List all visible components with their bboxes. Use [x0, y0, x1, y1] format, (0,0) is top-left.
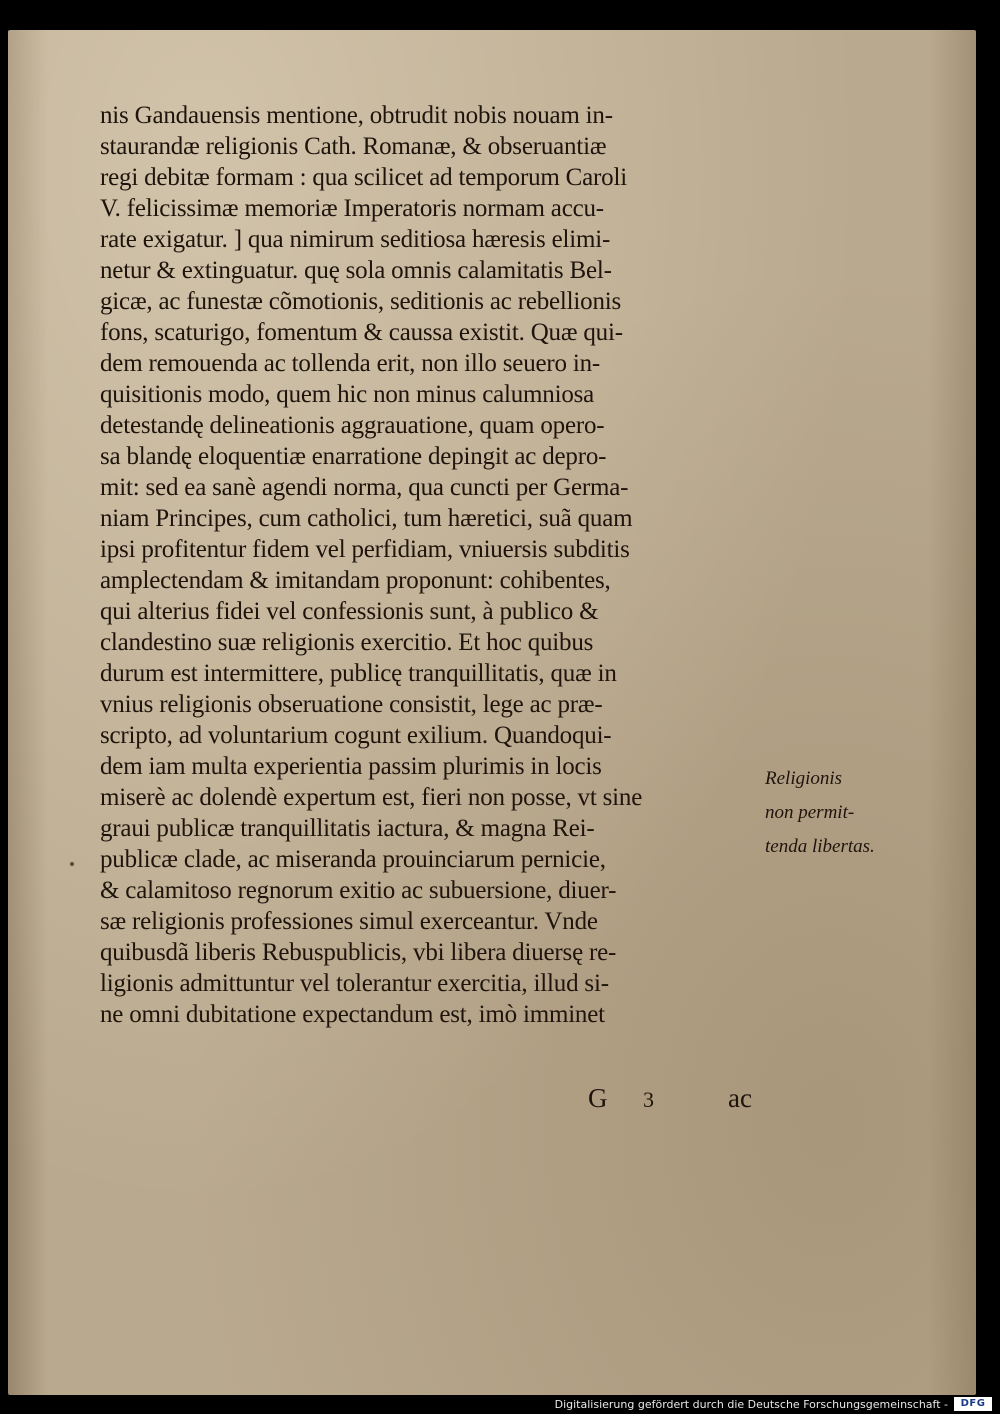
text-line: qui alterius fidei vel confessionis sunt, à publico & — [100, 598, 599, 625]
dfg-logo[interactable]: DFG — [954, 1397, 992, 1411]
text-line: & calamitoso regnorum exitio ac subuersione, diuer- — [100, 877, 617, 904]
text-line: publicæ clade, ac miseranda prouinciarum pernicie, — [100, 846, 606, 873]
text-line: niam Principes, cum catholici, tum hæretici, suã quam — [100, 505, 633, 532]
text-line: dem remouenda ac tollenda erit, non illo seuero in- — [100, 350, 601, 377]
body-text — [100, 100, 770, 1030]
text-line: vnius religionis obseruatione consistit, lege ac præ- — [100, 691, 603, 718]
funding-credit: Digitalisierung gefördert durch die Deutsche Forschungsgemeinschaft - — [554, 1398, 948, 1411]
page-foot — [100, 1083, 770, 1117]
text-line: detestandę delineationis aggrauatione, quam opero- — [100, 412, 605, 439]
margin-note-line: Religionis — [765, 768, 843, 789]
text-line: ligionis admittuntur vel tolerantur exercitia, illud si- — [100, 970, 609, 997]
text-line: netur & extinguatur. quę sola omnis calamitatis Bel- — [100, 257, 612, 284]
text-line: fons, scaturigo, fomentum & caussa existit. Quæ qui- — [100, 319, 623, 346]
margin-note-line: non permit- — [765, 802, 855, 823]
text-line: ipsi profitentur fidem vel perfidiam, vniuersis subditis — [100, 536, 630, 563]
text-line: dem iam multa experientia passim plurimis in locis — [100, 753, 602, 780]
text-line: miserè ac dolendè expertum est, fieri non posse, vt sine — [100, 784, 643, 811]
text-line: rate exigatur. ] qua nimirum seditiosa hæresis elimi- — [100, 226, 611, 253]
text-line: scripto, ad voluntarium cogunt exilium. Quandoqui- — [100, 722, 612, 749]
margin-note — [765, 762, 905, 864]
text-line: ne omni dubitatione expectandum est, imò imminet — [100, 1001, 605, 1028]
text-line: durum est intermittere, publicę tranquillitatis, quæ in — [100, 660, 617, 687]
text-line: nis Gandauensis mentione, obtrudit nobis nouam in- — [100, 102, 613, 129]
text-line: mit: sed ea sanè agendi norma, qua cuncti per Germa- — [100, 474, 629, 501]
text-line: graui publicæ tranquillitatis iactura, & magna Rei- — [100, 815, 595, 842]
text-line: quibusdã liberis Rebuspublicis, vbi libera diuersę re- — [100, 939, 617, 966]
text-line: quisitionis modo, quem hic non minus calumniosa — [100, 381, 595, 408]
text-line: regi debitæ formam : qua scilicet ad temporum Caroli — [100, 164, 627, 191]
text-line: clandestino suæ religionis exercitio. Et hoc quibus — [100, 629, 594, 656]
signature-mark: G — [588, 1083, 608, 1113]
signature-number: 3 — [643, 1087, 654, 1112]
text-line: amplectendam & imitandam proponunt: cohibentes, — [100, 567, 611, 594]
text-line: gicæ, ac funestæ cõmotionis, seditionis ac rebellionis — [100, 288, 622, 315]
catchword: ac — [728, 1083, 752, 1113]
ink-speck — [70, 862, 74, 866]
text-line: sa blandę eloquentiæ enarratione depingit ac depro- — [100, 443, 607, 470]
text-line: sæ religionis professiones simul exerceantur. Vnde — [100, 908, 598, 935]
text-line: V. felicissimæ memoriæ Imperatoris normam accu- — [100, 195, 604, 222]
margin-note-line: tenda libertas. — [765, 836, 875, 857]
text-line: staurandæ religionis Cath. Romanæ, & obseruantiæ — [100, 133, 607, 160]
